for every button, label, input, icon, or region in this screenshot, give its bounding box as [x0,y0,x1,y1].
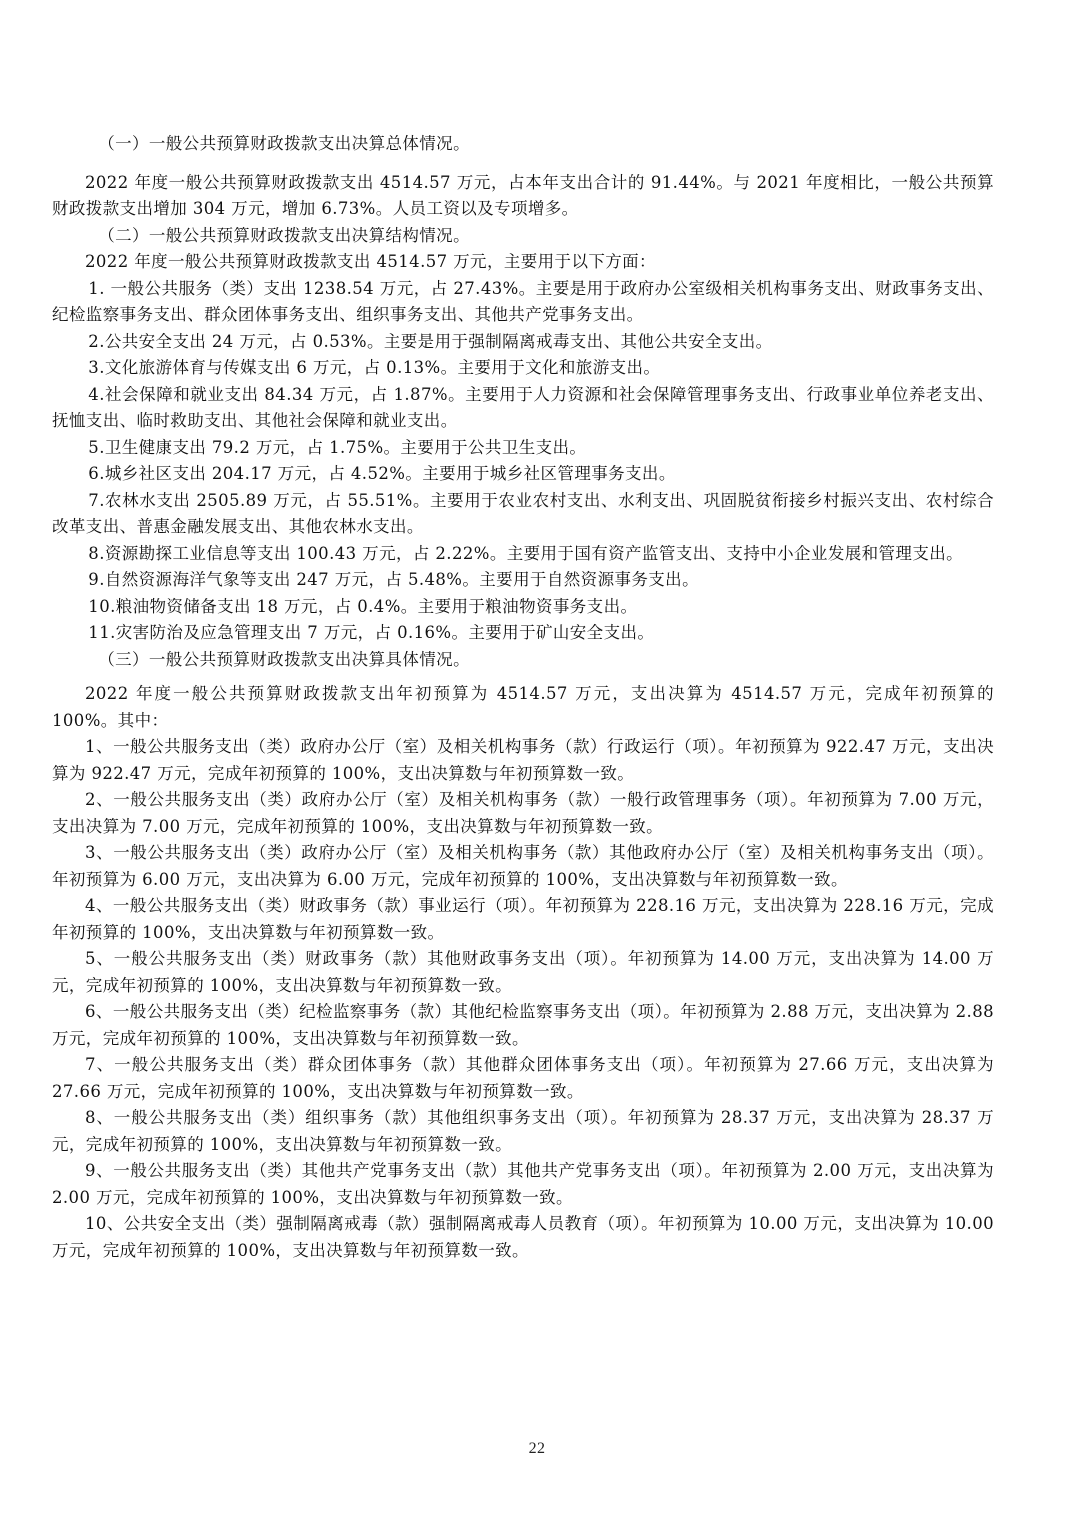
structure-item-2: 2.公共安全支出 24 万元，占 0.53%。主要是用于强制隔离戒毒支出、其他公共安全支出。 [88,331,773,351]
detail-item-7: 7、一般公共服务支出（类）群众团体事务（款）其他群众团体事务支出（项）。年初预算为 27.66 万元，支出决算为 27.66 万元，完成年初预算的 100%，支出决算数与年初预算数一致。 [52,1055,994,1101]
structure-item-1: 1. 一般公共服务（类）支出 1238.54 万元，占 27.43%。主要是用于政府办公室级相关机构事务支出、财政事务支出、纪检监察事务支出、群众团体事务支出、组织事务支出、其他共产党事务支出。 [52,278,994,324]
structure-item-9: 9.自然资源海洋气象等支出 247 万元，占 5.48%。主要用于自然资源事务支出。 [88,570,699,589]
detail-item-2: 2、一般公共服务支出（类）政府办公厅（室）及相关机构事务（款）一般行政管理事务（项）。年初预算为 7.00 万元，支出决算为 7.00 万元，完成年初预算的 100%，支出决算数与年初预算数一致。 [52,790,994,836]
structure-item-3: 3.文化旅游体育与传媒支出 6 万元，占 0.13%。主要用于文化和旅游支出。 [88,358,661,377]
structure-item-7: 7.农林水支出 2505.89 万元，占 55.51%。主要用于农业农村支出、水利支出、巩固脱贫衔接乡村振兴支出、农村综合改革支出、普惠金融发展支出、其他农林水支出。 [52,490,994,536]
page-number: 22 [528,1440,546,1457]
structure-item-10: 10.粮油物资储备支出 18 万元，占 0.4%。主要用于粮油物资事务支出。 [88,596,638,616]
structure-item-6: 6.城乡社区支出 204.17 万元，占 4.52%。主要用于城乡社区管理事务支出。 [88,464,676,483]
structure-item-5: 5.卫生健康支出 79.2 万元，占 1.75%。主要用于公共卫生支出。 [88,437,587,457]
document-body [52,131,994,1264]
structure-item-11: 11.灾害防治及应急管理支出 7 万元，占 0.16%。主要用于矿山安全支出。 [88,623,655,642]
detail-item-8: 8、一般公共服务支出（类）组织事务（款）其他组织事务支出（项）。年初预算为 28.37 万元，支出决算为 28.37 万元，完成年初预算的 100%，支出决算数与年初预算数一致。 [52,1108,994,1154]
section-heading-3: （三）一般公共预算财政拨款支出决算具体情况。 [98,649,470,669]
detail-item-6: 6、一般公共服务支出（类）纪检监察事务（款）其他纪检监察事务支出（项）。年初预算为 2.88 万元，支出决算为 2.88 万元，完成年初预算的 100%，支出决算数与年初预算数一致。 [52,1002,994,1048]
section-heading-2: （二）一般公共预算财政拨款支出决算结构情况。 [98,225,470,245]
paragraph-detail-intro: 2022 年度一般公共预算财政拨款支出年初预算为 4514.57 万元，支出决算为 4514.57 万元，完成年初预算的 100%。其中： [52,684,994,730]
detail-item-3: 3、一般公共服务支出（类）政府办公厅（室）及相关机构事务（款）其他政府办公厅（室）及相关机构事务支出（项）。年初预算为 6.00 万元，支出决算为 6.00 万元，完成年初预算的 100%，支出决算数与年初预算数一致。 [52,843,994,889]
paragraph-structure-intro: 2022 年度一般公共预算财政拨款支出 4514.57 万元，主要用于以下方面： [85,252,656,271]
section-heading-1: （一）一般公共预算财政拨款支出决算总体情况。 [98,134,470,153]
detail-item-9: 9、一般公共服务支出（类）其他共产党事务支出（款）其他共产党事务支出（项）。年初预算为 2.00 万元，支出决算为 2.00 万元，完成年初预算的 100%，支出决算数与年初预算数一致。 [52,1161,994,1207]
detail-item-4: 4、一般公共服务支出（类）财政事务（款）事业运行（项）。年初预算为 228.16 万元，支出决算为 228.16 万元，完成年初预算的 100%，支出决算数与年初预算数一致。 [52,896,994,942]
paragraph-overview: 2022 年度一般公共预算财政拨款支出 4514.57 万元，占本年支出合计的 91.44%。与 2021 年度相比，一般公共预算财政拨款支出增加 304 万元，增加 6.73%。人员工资以及专项增多。 [52,172,994,218]
structure-item-4: 4.社会保障和就业支出 84.34 万元，占 1.87%。主要用于人力资源和社会保障管理事务支出、行政事业单位养老支出、抚恤支出、临时救助支出、其他社会保障和就业支出。 [52,384,994,430]
detail-item-10: 10、公共安全支出（类）强制隔离戒毒（款）强制隔离戒毒人员教育（项）。年初预算为 10.00 万元，支出决算为 10.00 万元，完成年初预算的 100%，支出决算数与年初预算数一致。 [52,1214,994,1260]
structure-item-8: 8.资源勘探工业信息等支出 100.43 万元，占 2.22%。主要用于国有资产监管支出、支持中小企业发展和管理支出。 [88,543,964,563]
detail-item-5: 5、一般公共服务支出（类）财政事务（款）其他财政事务支出（项）。年初预算为 14.00 万元，支出决算为 14.00 万元，完成年初预算的 100%，支出决算数与年初预算数一致。 [52,949,994,995]
detail-item-1: 1、一般公共服务支出（类）政府办公厅（室）及相关机构事务（款）行政运行（项）。年初预算为 922.47 万元，支出决算为 922.47 万元，完成年初预算的 100%，支出决算数与年初预算数一致。 [52,737,994,783]
